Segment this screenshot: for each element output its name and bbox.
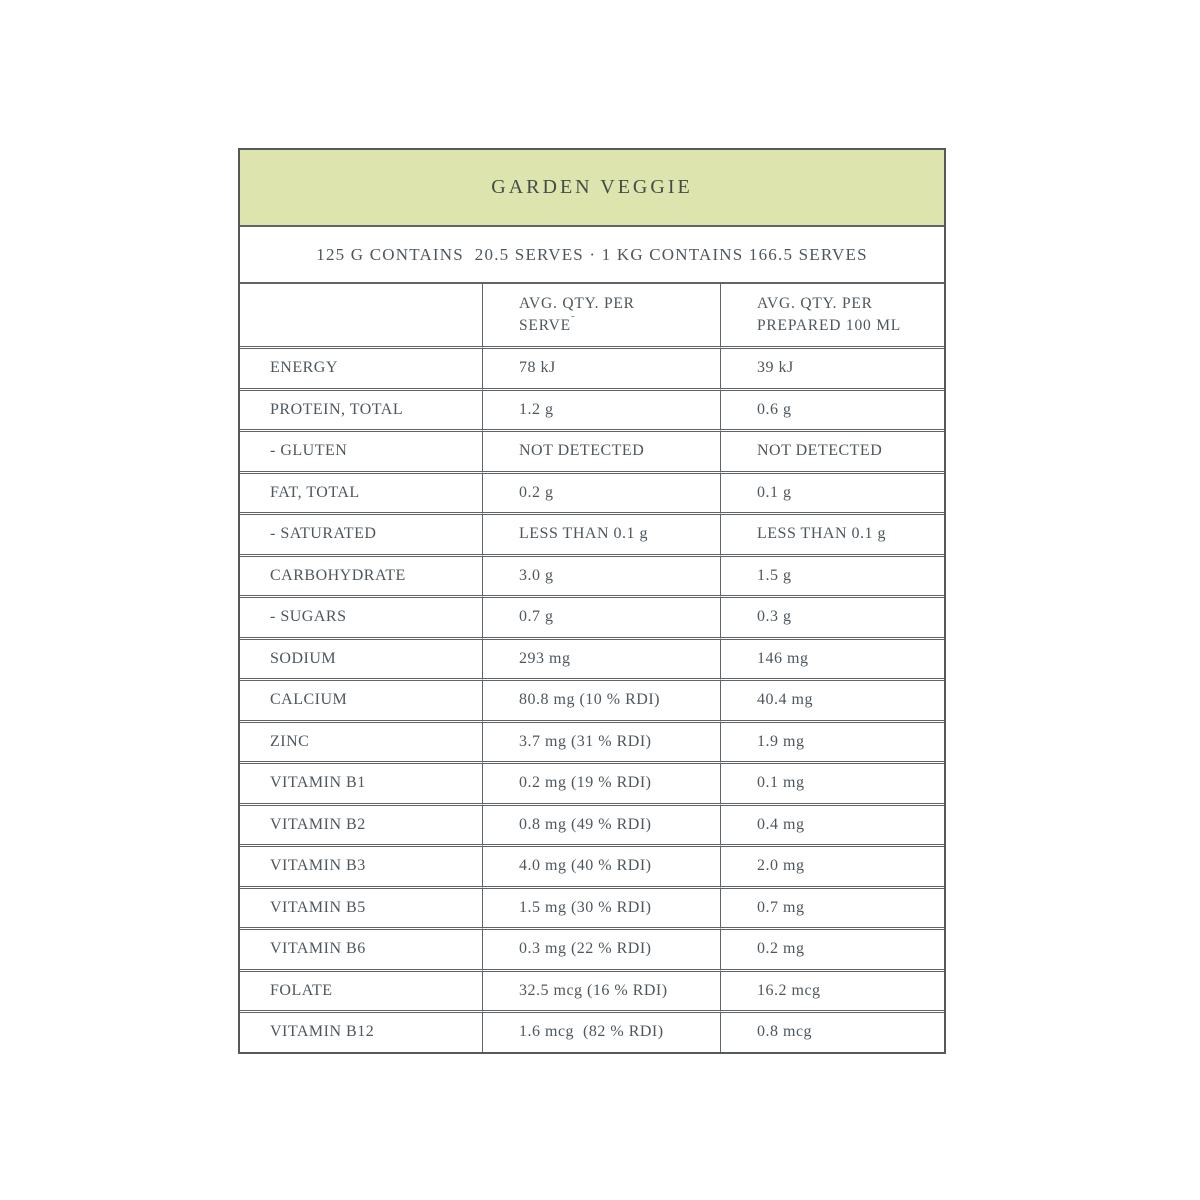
table-row [240, 844, 944, 886]
table-row [240, 595, 944, 637]
per-serve-value: 80.8 mg (10 % RDI) [483, 678, 721, 720]
per-serve-value: 0.3 mg (22 % RDI) [483, 927, 721, 969]
nutrient-label: SODIUM [240, 637, 483, 679]
table-row [240, 471, 944, 513]
per-serve-value: 1.5 mg (30 % RDI) [483, 886, 721, 928]
serving-info: 125 G CONTAINS 20.5 SERVES · 1 KG CONTAINS 166.5 SERVES [240, 227, 944, 284]
nutrient-label: - GLUTEN [240, 429, 483, 471]
table-body [240, 346, 944, 1052]
footnote-mark: ˜ [570, 314, 576, 326]
nutrient-label: VITAMIN B1 [240, 761, 483, 803]
per-100ml-value: 0.3 g [721, 595, 944, 637]
column-header-per-serve [483, 284, 721, 346]
nutrient-label: ZINC [240, 720, 483, 762]
nutrient-label: - SATURATED [240, 512, 483, 554]
per-serve-value: 78 kJ [483, 346, 721, 388]
nutrient-label: ENERGY [240, 346, 483, 388]
nutrient-label: VITAMIN B6 [240, 927, 483, 969]
nutrient-label: VITAMIN B12 [240, 1010, 483, 1052]
per-100ml-value: 39 kJ [721, 346, 944, 388]
table-row [240, 761, 944, 803]
nutrient-label: VITAMIN B2 [240, 803, 483, 845]
per-100ml-value: 146 mg [721, 637, 944, 679]
per-serve-value: 1.6 mcg (82 % RDI) [483, 1010, 721, 1052]
nutrient-label: VITAMIN B3 [240, 844, 483, 886]
per-serve-value: 0.2 g [483, 471, 721, 513]
nutrient-label: FOLATE [240, 969, 483, 1011]
per-100ml-value: 0.1 g [721, 471, 944, 513]
per-100ml-value: 16.2 mcg [721, 969, 944, 1011]
nutrient-label: - SUGARS [240, 595, 483, 637]
per-100ml-value: 2.0 mg [721, 844, 944, 886]
per-serve-value: 0.2 mg (19 % RDI) [483, 761, 721, 803]
nutrient-label: VITAMIN B5 [240, 886, 483, 928]
per-100ml-value: 0.7 mg [721, 886, 944, 928]
table-row [240, 1010, 944, 1052]
table-row [240, 346, 944, 388]
panel-title: GARDEN VEGGIE [240, 150, 944, 227]
per-serve-value: 4.0 mg (40 % RDI) [483, 844, 721, 886]
per-serve-value: 0.8 mg (49 % RDI) [483, 803, 721, 845]
nutrient-label: FAT, TOTAL [240, 471, 483, 513]
per-100ml-value: 0.4 mg [721, 803, 944, 845]
per-serve-value: 3.0 g [483, 554, 721, 596]
nutrient-label: CARBOHYDRATE [240, 554, 483, 596]
table-row [240, 554, 944, 596]
table-row [240, 678, 944, 720]
per-serve-value: 32.5 mcg (16 % RDI) [483, 969, 721, 1011]
table-row [240, 512, 944, 554]
table-header-row [240, 284, 944, 346]
nutrient-label: PROTEIN, TOTAL [240, 388, 483, 430]
table-row [240, 927, 944, 969]
table-row [240, 388, 944, 430]
table-row [240, 637, 944, 679]
per-100ml-value: 0.8 mcg [721, 1010, 944, 1052]
per-100ml-value: 0.1 mg [721, 761, 944, 803]
per-100ml-value: 40.4 mg [721, 678, 944, 720]
table-row [240, 886, 944, 928]
per-serve-value: 3.7 mg (31 % RDI) [483, 720, 721, 762]
per-100ml-value: NOT DETECTED [721, 429, 944, 471]
per-serve-value: 293 mg [483, 637, 721, 679]
column-header-nutrient [240, 284, 483, 346]
per-serve-value: LESS THAN 0.1 g [483, 512, 721, 554]
table-row [240, 803, 944, 845]
per-100ml-value: 1.5 g [721, 554, 944, 596]
per-100ml-value: LESS THAN 0.1 g [721, 512, 944, 554]
table-row [240, 720, 944, 762]
column-header-per-100ml: AVG. QTY. PER PREPARED 100 ML [757, 294, 902, 334]
per-serve-value: NOT DETECTED [483, 429, 721, 471]
nutrition-panel [238, 148, 946, 1054]
per-100ml-value: 1.9 mg [721, 720, 944, 762]
per-serve-value: 0.7 g [483, 595, 721, 637]
nutrient-label: CALCIUM [240, 678, 483, 720]
table-row [240, 429, 944, 471]
per-100ml-value: 0.2 mg [721, 927, 944, 969]
column-header-per-serve-label: AVG. QTY. PER SERVE [519, 294, 635, 334]
per-100ml-value: 0.6 g [721, 388, 944, 430]
nutrition-table [240, 284, 944, 1052]
table-row [240, 969, 944, 1011]
per-serve-value: 1.2 g [483, 388, 721, 430]
